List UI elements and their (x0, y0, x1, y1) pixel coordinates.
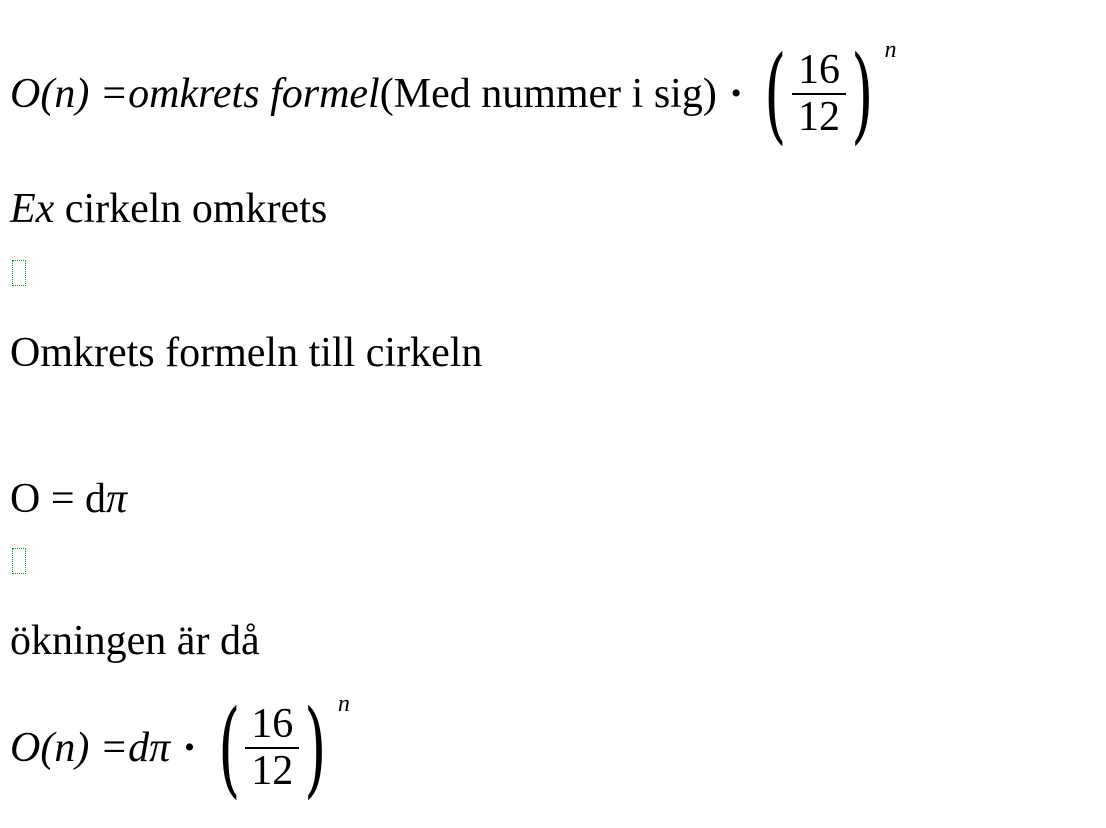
pi-symbol: π (106, 476, 128, 522)
heading-formula: Omkrets formeln till cirkeln (10, 330, 483, 376)
circle-formula (10, 478, 127, 520)
general-formula-paren-text: (Med nummer i sig) (379, 71, 717, 117)
fraction (245, 702, 299, 795)
example-text: cirkeln omkrets (54, 186, 328, 232)
fraction-numerator: 16 (797, 46, 840, 93)
right-paren: ) (304, 687, 327, 809)
empty-equation-placeholder[interactable] (12, 260, 26, 286)
left-paren: ( (217, 687, 241, 809)
exponent: n (884, 37, 897, 63)
multiplication-dot: • (184, 731, 195, 764)
circle-formula-lhs: O = d (10, 476, 107, 522)
circle-growth-lhs: O(n) = (10, 725, 129, 771)
fraction-denominator: 12 (797, 94, 840, 140)
increase-text: ökningen är då (10, 618, 260, 664)
multiplication-dot: • (730, 77, 742, 110)
right-paren: ) (851, 33, 874, 155)
general-formula-name: omkrets formel (128, 71, 380, 117)
example-abbr: Ex (10, 186, 55, 232)
left-paren: ( (764, 33, 787, 155)
example-line (10, 188, 327, 230)
fraction-numerator: 16 (251, 700, 294, 747)
fraction-denominator: 12 (251, 748, 294, 794)
exponent: n (337, 691, 350, 717)
fraction (792, 48, 846, 141)
circle-growth-dpi: dπ (128, 725, 171, 771)
general-formula (10, 33, 897, 155)
empty-equation-placeholder[interactable] (12, 548, 26, 574)
general-formula-lhs: O(n) = (10, 71, 129, 117)
circle-growth-formula (10, 687, 350, 809)
